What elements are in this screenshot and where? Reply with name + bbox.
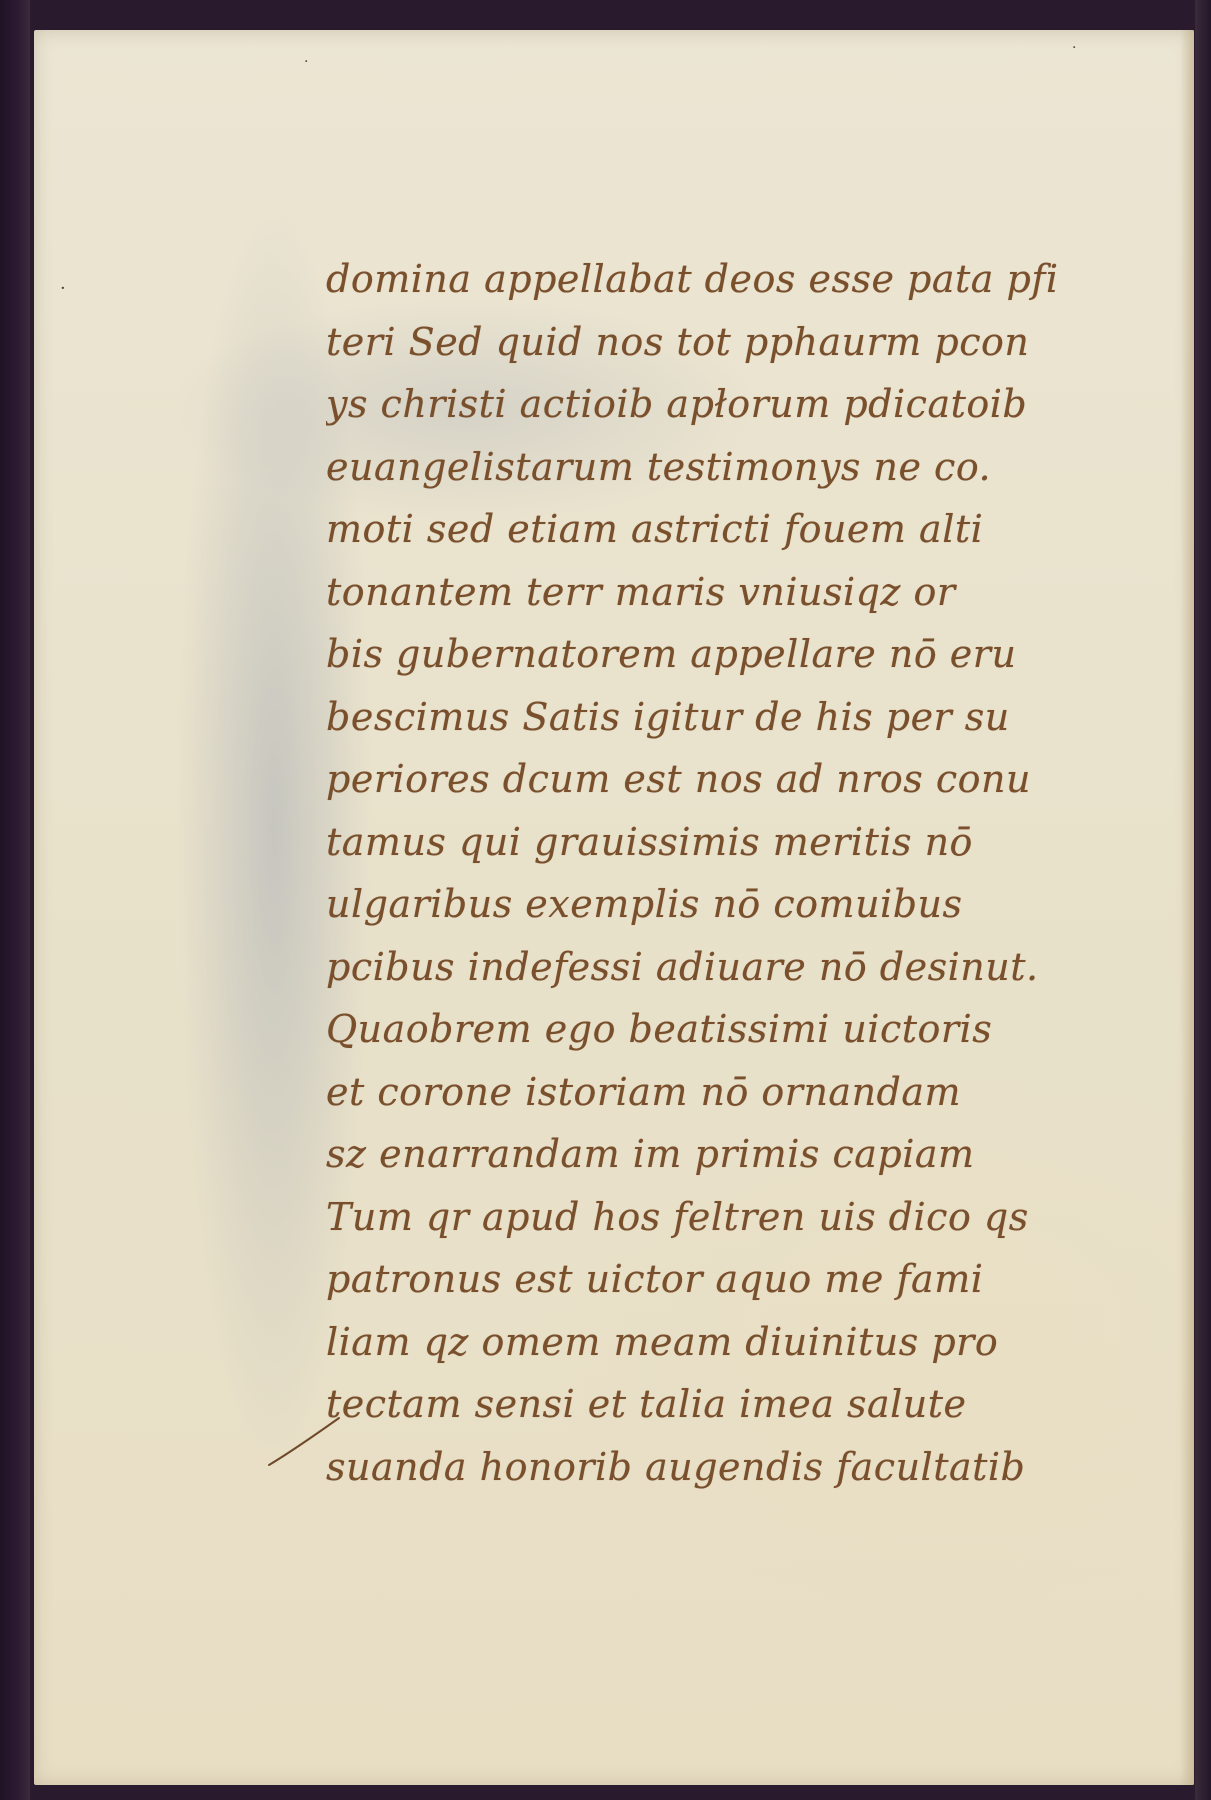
text-line: patronus est uictor aquo me fami (326, 1257, 984, 1301)
ink-dot-top: · (304, 54, 309, 70)
text-line: domina appellabat deos esse pata pfi (326, 257, 1059, 301)
text-line: tectam sensi et talia imea salute (326, 1382, 967, 1426)
text-line: sz enarrandam im primis capiam (326, 1132, 975, 1176)
text-line: teri Sed quid nos tot pphaurm pcon (326, 319, 1030, 364)
text-line: tamus qui grauissimis meritis nō (326, 819, 973, 864)
manuscript-text (326, 248, 1066, 1498)
text-line: moti sed etiam astricti fouem alti (326, 507, 984, 551)
text-line: Tum qr apud hos feltren uis dico qs (326, 1194, 1029, 1239)
manuscript-page (34, 30, 1194, 1785)
text-line: bis gubernatorem appellare nō eru (326, 632, 1017, 676)
text-line: pcibus indefessi adiuare nō desinut. (326, 944, 1039, 989)
text-line: Quaobrem ego beatissimi uictoris (326, 1007, 993, 1051)
page-edge-shading (1180, 30, 1194, 1785)
text-line: liam qz omem meam diuinitus pro (326, 1319, 999, 1364)
text-line: suanda honorib augendis facultatib (326, 1444, 1026, 1489)
text-line: ulgaribus exemplis nō comuibus (326, 882, 963, 926)
ink-dot-margin: · (60, 278, 66, 299)
pen-flourish-stroke (264, 1410, 344, 1470)
text-line: bescimus Satis igitur de his per su (326, 694, 1010, 739)
binding-edge-left (0, 0, 30, 1800)
ink-dot-corner: · (1072, 40, 1077, 56)
text-line: et corone istoriam nō ornandam (326, 1069, 962, 1114)
text-line: ys christi actioib apłorum pdicatoib (326, 382, 1028, 426)
binding-edge-right (1195, 0, 1211, 1800)
text-line: euangelistarum testimonys ne co. (326, 444, 992, 489)
text-line: periores dcum est nos ad nros conu (326, 757, 1031, 801)
text-line: tonantem terr maris vniusiqz or (326, 569, 956, 614)
